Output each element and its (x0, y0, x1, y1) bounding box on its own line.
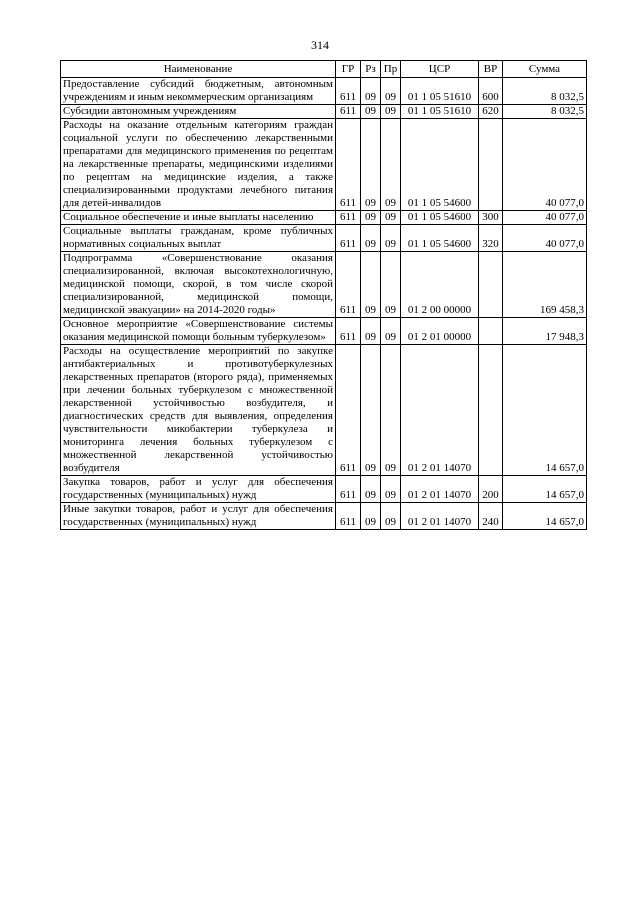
table-row (61, 211, 587, 225)
row-vr: 240 (479, 503, 503, 530)
header-name: Наименование (61, 61, 336, 78)
row-sum: 40 077,0 (503, 225, 587, 252)
row-gr: 611 (336, 119, 361, 211)
row-name: Расходы на осуществление мероприятий по закупке антибактериальных и противотуберкулезных лекарственных препаратов (второго ряда), применяемых при лечении больных туберкулезом с множественной лекарственной устойчивостью возбудителя, и диагностических средств для выявления, определения чувствительности микобактерии туберкулеза и мониторинга лечения больных туберкулезом с множественной лекарственной устойчивостью возбудителя (61, 345, 336, 476)
row-gr: 611 (336, 225, 361, 252)
row-vr: 600 (479, 78, 503, 105)
row-rz: 09 (361, 119, 381, 211)
row-name: Социальные выплаты гражданам, кроме публичных нормативных социальных выплат (61, 225, 336, 252)
row-csr: 01 1 05 54600 (401, 211, 479, 225)
header-csr: ЦСР (401, 61, 479, 78)
table-row (61, 318, 587, 345)
row-rz: 09 (361, 78, 381, 105)
row-vr: 300 (479, 211, 503, 225)
row-gr: 611 (336, 318, 361, 345)
row-name: Субсидии автономным учреждениям (61, 105, 336, 119)
row-pr: 09 (381, 211, 401, 225)
table-row (61, 225, 587, 252)
row-vr (479, 119, 503, 211)
row-gr: 611 (336, 345, 361, 476)
row-gr: 611 (336, 503, 361, 530)
row-csr: 01 2 01 00000 (401, 318, 479, 345)
row-pr: 09 (381, 318, 401, 345)
row-gr: 611 (336, 105, 361, 119)
row-csr: 01 1 05 51610 (401, 105, 479, 119)
row-name: Социальное обеспечение и иные выплаты населению (61, 211, 336, 225)
table-row (61, 503, 587, 530)
row-pr: 09 (381, 345, 401, 476)
row-name: Закупка товаров, работ и услуг для обеспечения государственных (муниципальных) нужд (61, 476, 336, 503)
row-pr: 09 (381, 476, 401, 503)
row-pr: 09 (381, 503, 401, 530)
row-sum: 169 458,3 (503, 252, 587, 318)
row-name: Расходы на оказание отдельным категориям граждан социальной услуги по обеспечению лекарственными препаратами для медицинского применения по рецептам на лекарственные препараты, медицинскими изделиями по рецептам на медицинские изделия, а также специализированными продуктами лечебного питания для детей-инвалидов (61, 119, 336, 211)
page-number: 314 (311, 38, 329, 52)
table-body (61, 78, 587, 530)
row-vr: 320 (479, 225, 503, 252)
row-rz: 09 (361, 503, 381, 530)
row-sum: 17 948,3 (503, 318, 587, 345)
row-csr: 01 2 01 14070 (401, 345, 479, 476)
table-row (61, 105, 587, 119)
row-pr: 09 (381, 105, 401, 119)
table-row (61, 119, 587, 211)
row-sum: 8 032,5 (503, 78, 587, 105)
row-gr: 611 (336, 476, 361, 503)
row-csr: 01 1 05 54600 (401, 225, 479, 252)
budget-table (60, 60, 587, 530)
table-row (61, 476, 587, 503)
row-sum: 14 657,0 (503, 345, 587, 476)
row-csr: 01 2 00 00000 (401, 252, 479, 318)
header-gr: ГР (336, 61, 361, 78)
row-rz: 09 (361, 211, 381, 225)
row-rz: 09 (361, 225, 381, 252)
row-rz: 09 (361, 476, 381, 503)
row-vr: 620 (479, 105, 503, 119)
row-rz: 09 (361, 345, 381, 476)
header-pr: Пр (381, 61, 401, 78)
row-rz: 09 (361, 105, 381, 119)
table-header-row (61, 61, 587, 78)
row-vr: 200 (479, 476, 503, 503)
table-row (61, 252, 587, 318)
row-sum: 8 032,5 (503, 105, 587, 119)
row-sum: 14 657,0 (503, 503, 587, 530)
row-sum: 40 077,0 (503, 211, 587, 225)
row-pr: 09 (381, 119, 401, 211)
row-csr: 01 2 01 14070 (401, 503, 479, 530)
row-pr: 09 (381, 78, 401, 105)
row-gr: 611 (336, 211, 361, 225)
header-rz: Рз (361, 61, 381, 78)
row-pr: 09 (381, 225, 401, 252)
table-row (61, 345, 587, 476)
row-csr: 01 1 05 51610 (401, 78, 479, 105)
row-rz: 09 (361, 318, 381, 345)
header-sum: Сумма (503, 61, 587, 78)
row-name: Предоставление субсидий бюджетным, автономным учреждениям и иным некоммерческим организациям (61, 78, 336, 105)
row-name: Основное мероприятие «Совершенствование системы оказания медицинской помощи больным туберкулезом» (61, 318, 336, 345)
row-csr: 01 2 01 14070 (401, 476, 479, 503)
row-gr: 611 (336, 78, 361, 105)
row-sum: 40 077,0 (503, 119, 587, 211)
row-name: Иные закупки товаров, работ и услуг для обеспечения государственных (муниципальных) нужд (61, 503, 336, 530)
row-gr: 611 (336, 252, 361, 318)
table-row (61, 78, 587, 105)
row-vr (479, 252, 503, 318)
row-vr (479, 345, 503, 476)
row-sum: 14 657,0 (503, 476, 587, 503)
row-vr (479, 318, 503, 345)
row-rz: 09 (361, 252, 381, 318)
row-csr: 01 1 05 54600 (401, 119, 479, 211)
header-vr: ВР (479, 61, 503, 78)
row-pr: 09 (381, 252, 401, 318)
row-name: Подпрограмма «Совершенствование оказания специализированной, включая высокотехнологичную, медицинской помощи, скорой, в том числе скорой специализированной, медицинской помощи, медицинской эвакуации» на 2014-2020 годы» (61, 252, 336, 318)
